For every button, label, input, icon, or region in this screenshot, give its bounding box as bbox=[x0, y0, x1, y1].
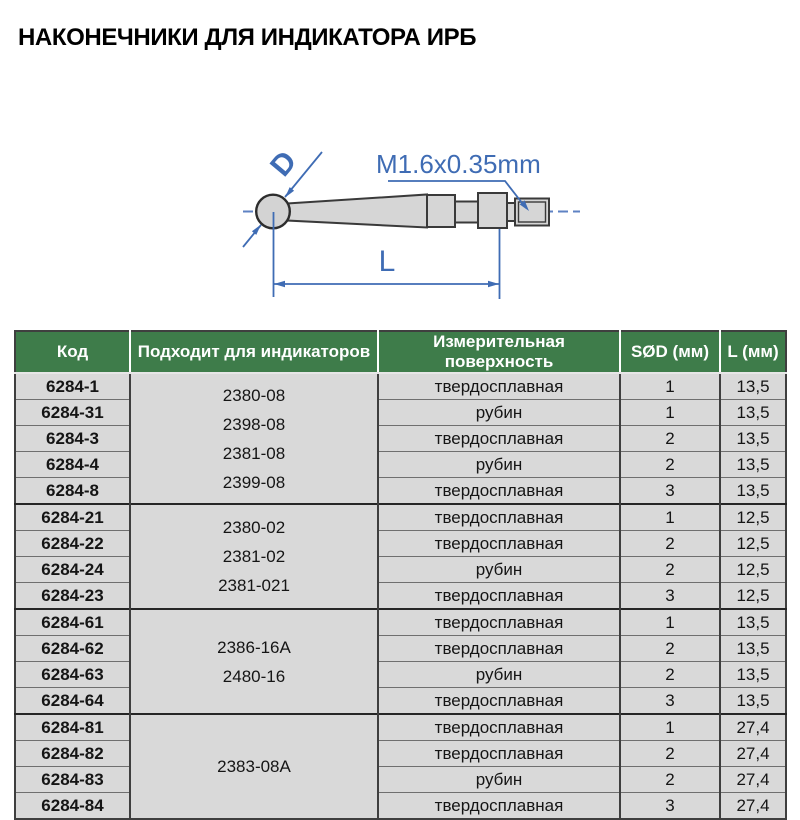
length-cell: 13,5 bbox=[720, 373, 786, 400]
code-cell: 6284-8 bbox=[15, 478, 130, 505]
length-cell: 13,5 bbox=[720, 609, 786, 636]
indicator-model: 2398-08 bbox=[222, 414, 286, 434]
length-cell: 12,5 bbox=[720, 557, 786, 583]
page-title: НАКОНЕЧНИКИ ДЛЯ ИНДИКАТОРА ИРБ bbox=[18, 24, 477, 51]
indicator-model: 2383-08A bbox=[217, 757, 291, 776]
code-cell: 6284-21 bbox=[15, 504, 130, 531]
length-arrow-left bbox=[274, 281, 285, 288]
surface-cell: твердосплавная bbox=[378, 373, 620, 400]
surface-cell: твердосплавная bbox=[378, 531, 620, 557]
surface-cell: твердосплавная bbox=[378, 741, 620, 767]
code-cell: 6284-31 bbox=[15, 400, 130, 426]
indicator-model: 2380-02 bbox=[222, 518, 286, 537]
table-header-row bbox=[15, 331, 786, 373]
code-cell: 6284-3 bbox=[15, 426, 130, 452]
surface-cell: твердосплавная bbox=[378, 714, 620, 741]
surface-cell: твердосплавная bbox=[378, 793, 620, 820]
surface-cell: твердосплавная bbox=[378, 636, 620, 662]
diameter-cell: 2 bbox=[620, 741, 720, 767]
length-cell: 13,5 bbox=[720, 636, 786, 662]
indicator-model: 2386-16A bbox=[217, 637, 291, 657]
table-row bbox=[15, 714, 786, 741]
surface-cell: рубин bbox=[378, 767, 620, 793]
surface-cell: рубин bbox=[378, 400, 620, 426]
code-cell: 6284-84 bbox=[15, 793, 130, 820]
length-arrow-right bbox=[488, 281, 499, 288]
code-cell: 6284-83 bbox=[15, 767, 130, 793]
surface-cell: рубин bbox=[378, 662, 620, 688]
col-header-diameter: SØD (мм) bbox=[620, 331, 720, 373]
diameter-cell: 1 bbox=[620, 609, 720, 636]
diameter-cell: 2 bbox=[620, 557, 720, 583]
indicators-cell bbox=[130, 373, 378, 504]
stylus-step bbox=[507, 203, 515, 221]
diameter-cell: 2 bbox=[620, 636, 720, 662]
length-cell: 13,5 bbox=[720, 452, 786, 478]
diameter-cell: 3 bbox=[620, 478, 720, 505]
indicators-cell bbox=[130, 714, 378, 819]
col-header-surface: Измерительная поверхность bbox=[378, 331, 620, 373]
col-header-code: Код bbox=[15, 331, 130, 373]
surface-cell: твердосплавная bbox=[378, 504, 620, 531]
diameter-cell: 2 bbox=[620, 531, 720, 557]
diameter-cell: 3 bbox=[620, 583, 720, 610]
indicator-model: 2381-021 bbox=[218, 576, 290, 595]
code-cell: 6284-62 bbox=[15, 636, 130, 662]
length-cell: 27,4 bbox=[720, 714, 786, 741]
col-header-indicators: Подходит для индикаторов bbox=[130, 331, 378, 373]
stylus-cone bbox=[287, 195, 427, 228]
code-cell: 6284-61 bbox=[15, 609, 130, 636]
diameter-cell: 3 bbox=[620, 688, 720, 715]
thread-label: M1.6x0.35mm bbox=[376, 149, 541, 179]
tips-spec-table bbox=[14, 330, 787, 820]
code-cell: 6284-23 bbox=[15, 583, 130, 610]
table-row bbox=[15, 609, 786, 636]
length-label: L bbox=[378, 245, 396, 278]
code-cell: 6284-81 bbox=[15, 714, 130, 741]
diameter-cell: 2 bbox=[620, 452, 720, 478]
indicators-cell bbox=[130, 504, 378, 609]
code-cell: 6284-63 bbox=[15, 662, 130, 688]
length-cell: 13,5 bbox=[720, 478, 786, 505]
length-cell: 13,5 bbox=[720, 688, 786, 715]
surface-cell: рубин bbox=[378, 452, 620, 478]
table-row bbox=[15, 504, 786, 531]
stylus-neck bbox=[455, 202, 478, 223]
code-cell: 6284-64 bbox=[15, 688, 130, 715]
surface-cell: рубин bbox=[378, 557, 620, 583]
stylus-technical-drawing bbox=[0, 0, 800, 322]
table-row bbox=[15, 373, 786, 400]
surface-cell: твердосплавная bbox=[378, 688, 620, 715]
surface-cell: твердосплавная bbox=[378, 426, 620, 452]
diameter-cell: 1 bbox=[620, 714, 720, 741]
length-cell: 12,5 bbox=[720, 531, 786, 557]
code-cell: 6284-82 bbox=[15, 741, 130, 767]
length-cell: 27,4 bbox=[720, 767, 786, 793]
length-cell: 13,5 bbox=[720, 426, 786, 452]
col-header-length: L (мм) bbox=[720, 331, 786, 373]
code-cell: 6284-24 bbox=[15, 557, 130, 583]
diameter-cell: 3 bbox=[620, 793, 720, 820]
indicators-cell bbox=[130, 609, 378, 714]
indicator-model: 2480-16 bbox=[222, 666, 286, 686]
length-cell: 27,4 bbox=[720, 741, 786, 767]
length-cell: 13,5 bbox=[720, 400, 786, 426]
length-cell: 12,5 bbox=[720, 583, 786, 610]
length-cell: 27,4 bbox=[720, 793, 786, 820]
surface-cell: твердосплавная bbox=[378, 583, 620, 610]
indicator-model: 2381-08 bbox=[222, 443, 286, 463]
indicator-model: 2399-08 bbox=[222, 472, 286, 492]
surface-cell: твердосплавная bbox=[378, 478, 620, 505]
code-cell: 6284-22 bbox=[15, 531, 130, 557]
diameter-cell: 1 bbox=[620, 373, 720, 400]
indicator-model: 2381-02 bbox=[222, 547, 286, 566]
stylus-collar-1 bbox=[427, 195, 455, 227]
length-cell: 12,5 bbox=[720, 504, 786, 531]
diameter-cell: 2 bbox=[620, 426, 720, 452]
diameter-cell: 2 bbox=[620, 767, 720, 793]
surface-cell: твердосплавная bbox=[378, 609, 620, 636]
length-cell: 13,5 bbox=[720, 662, 786, 688]
diameter-label: D bbox=[264, 144, 304, 183]
stylus-collar-2 bbox=[478, 193, 507, 228]
indicator-model: 2380-08 bbox=[222, 385, 286, 405]
diameter-cell: 1 bbox=[620, 400, 720, 426]
code-cell: 6284-1 bbox=[15, 373, 130, 400]
code-cell: 6284-4 bbox=[15, 452, 130, 478]
diameter-cell: 1 bbox=[620, 504, 720, 531]
diameter-cell: 2 bbox=[620, 662, 720, 688]
